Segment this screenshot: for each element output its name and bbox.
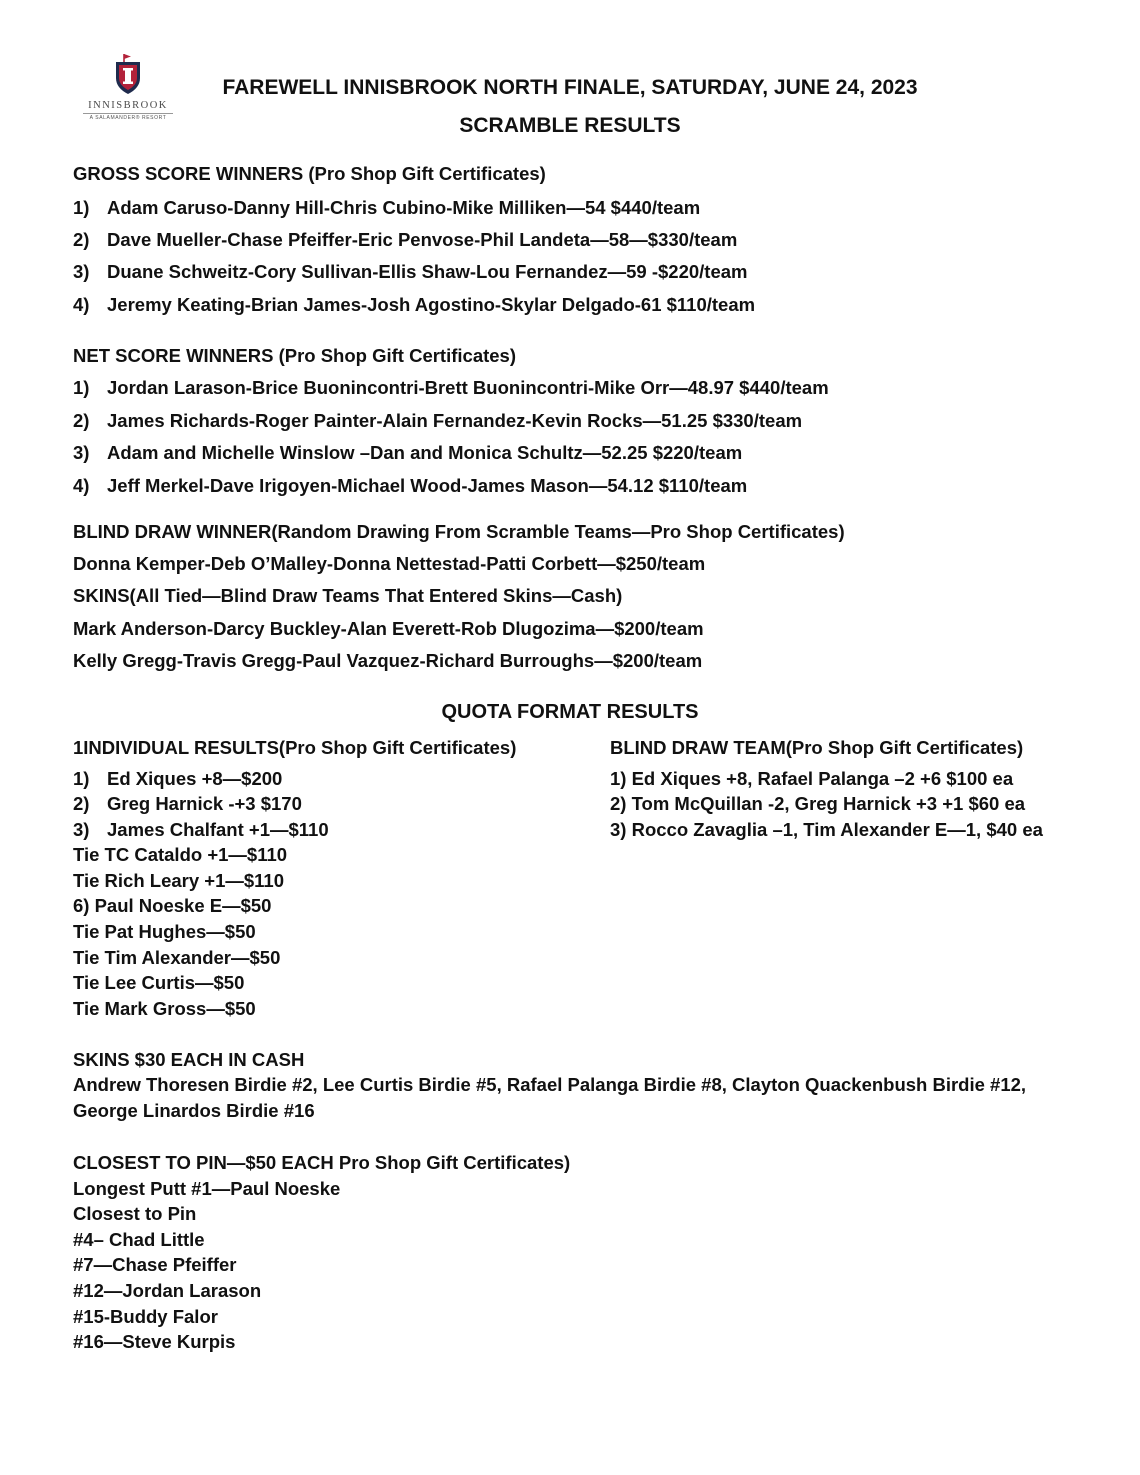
list-item: 1) Ed Xiques +8—$200	[73, 768, 283, 789]
list-item: Kelly Gregg-Travis Gregg-Paul Vazquez-Richard Burroughs—$200/team	[73, 650, 703, 671]
page-subtitle: SCRAMBLE RESULTS	[459, 114, 681, 137]
list-item: 4) Jeremy Keating-Brian James-Josh Agostino-Skylar Delgado-61 $110/team	[73, 294, 756, 315]
team-heading: BLIND DRAW TEAM(Pro Shop Gift Certificates)	[610, 737, 1024, 758]
skins-cash-heading: SKINS $30 EACH IN CASH	[73, 1049, 305, 1070]
list-item: Tie Mark Gross—$50	[73, 998, 256, 1019]
blind-draw-winner: Donna Kemper-Deb O’Malley-Donna Nettestad-Patti Corbett—$250/team	[73, 553, 706, 574]
list-item: 2) Tom McQuillan -2, Greg Harnick +3 +1 $60 ea	[610, 793, 1026, 814]
list-item: 2) James Richards-Roger Painter-Alain Fernandez-Kevin Rocks—51.25 $330/team	[73, 410, 803, 431]
list-item: 1) Ed Xiques +8, Rafael Palanga –2 +6 $100 ea	[610, 768, 1014, 789]
page-title: FAREWELL INNISBROOK NORTH FINALE, SATURDAY, JUNE 24, 2023	[222, 76, 918, 99]
list-item: 3) Adam and Michelle Winslow –Dan and Monica Schultz—52.25 $220/team	[73, 442, 743, 463]
blind-draw-heading: BLIND DRAW WINNER(Random Drawing From Scramble Teams—Pro Shop Certificates)	[73, 521, 845, 542]
list-item: 3) Rocco Zavaglia –1, Tim Alexander E—1, $40 ea	[610, 819, 1043, 840]
net-heading: NET SCORE WINNERS (Pro Shop Gift Certificates)	[73, 345, 517, 366]
closest-pin-heading: CLOSEST TO PIN—$50 EACH Pro Shop Gift Certificates)	[73, 1152, 571, 1173]
list-item: 2) Greg Harnick -+3 $170	[73, 793, 302, 814]
list-item: #4– Chad Little	[73, 1229, 205, 1250]
quota-heading: QUOTA FORMAT RESULTS	[441, 701, 699, 723]
gross-heading: GROSS SCORE WINNERS (Pro Shop Gift Certificates)	[73, 163, 546, 184]
list-item: 3) James Chalfant +1—$110	[73, 819, 329, 840]
list-item: Tie TC Cataldo +1—$110	[73, 844, 288, 865]
list-item: Tie Pat Hughes—$50	[73, 921, 256, 942]
list-item: Tie Lee Curtis—$50	[73, 972, 245, 993]
list-item: Tie Tim Alexander—$50	[73, 947, 281, 968]
list-item: #15-Buddy Falor	[73, 1306, 218, 1327]
list-item: Longest Putt #1—Paul Noeske	[73, 1178, 341, 1199]
individual-heading: 1INDIVIDUAL RESULTS(Pro Shop Gift Certificates)	[73, 737, 517, 758]
list-item: Mark Anderson-Darcy Buckley-Alan Everett-Rob Dlugozima—$200/team	[73, 618, 704, 639]
list-item: #12—Jordan Larason	[73, 1280, 262, 1301]
list-item: 3) Duane Schweitz-Cory Sullivan-Ellis Shaw-Lou Fernandez—59 -$220/team	[73, 261, 748, 282]
skins-heading: SKINS(All Tied—Blind Draw Teams That Entered Skins—Cash)	[73, 585, 623, 606]
logo-brand: INNISBROOK	[88, 100, 168, 111]
list-item: 4) Jeff Merkel-Dave Irigoyen-Michael Wood-James Mason—54.12 $110/team	[73, 475, 748, 496]
list-item: #7—Chase Pfeiffer	[73, 1254, 237, 1275]
list-item: Tie Rich Leary +1—$110	[73, 870, 284, 891]
logo-tagline: A SALAMANDER® RESORT	[89, 115, 167, 121]
list-item: 1) Jordan Larason-Brice Buonincontri-Brett Buonincontri-Mike Orr—48.97 $440/team	[73, 377, 829, 398]
list-item: Closest to Pin	[73, 1203, 197, 1224]
list-item: 6) Paul Noeske E—$50	[73, 895, 272, 916]
list-item: 2) Dave Mueller-Chase Pfeiffer-Eric Penvose-Phil Landeta—58—$330/team	[73, 229, 738, 250]
skins-cash-list: Andrew Thoresen Birdie #2, Lee Curtis Birdie #5, Rafael Palanga Birdie #8, Clayton Quackenbush Birdie #12, George Linardos Birdie #16	[73, 1074, 1027, 1121]
list-item: #16—Steve Kurpis	[73, 1331, 236, 1352]
list-item: 1) Adam Caruso-Danny Hill-Chris Cubino-Mike Milliken—54 $440/team	[73, 197, 701, 218]
